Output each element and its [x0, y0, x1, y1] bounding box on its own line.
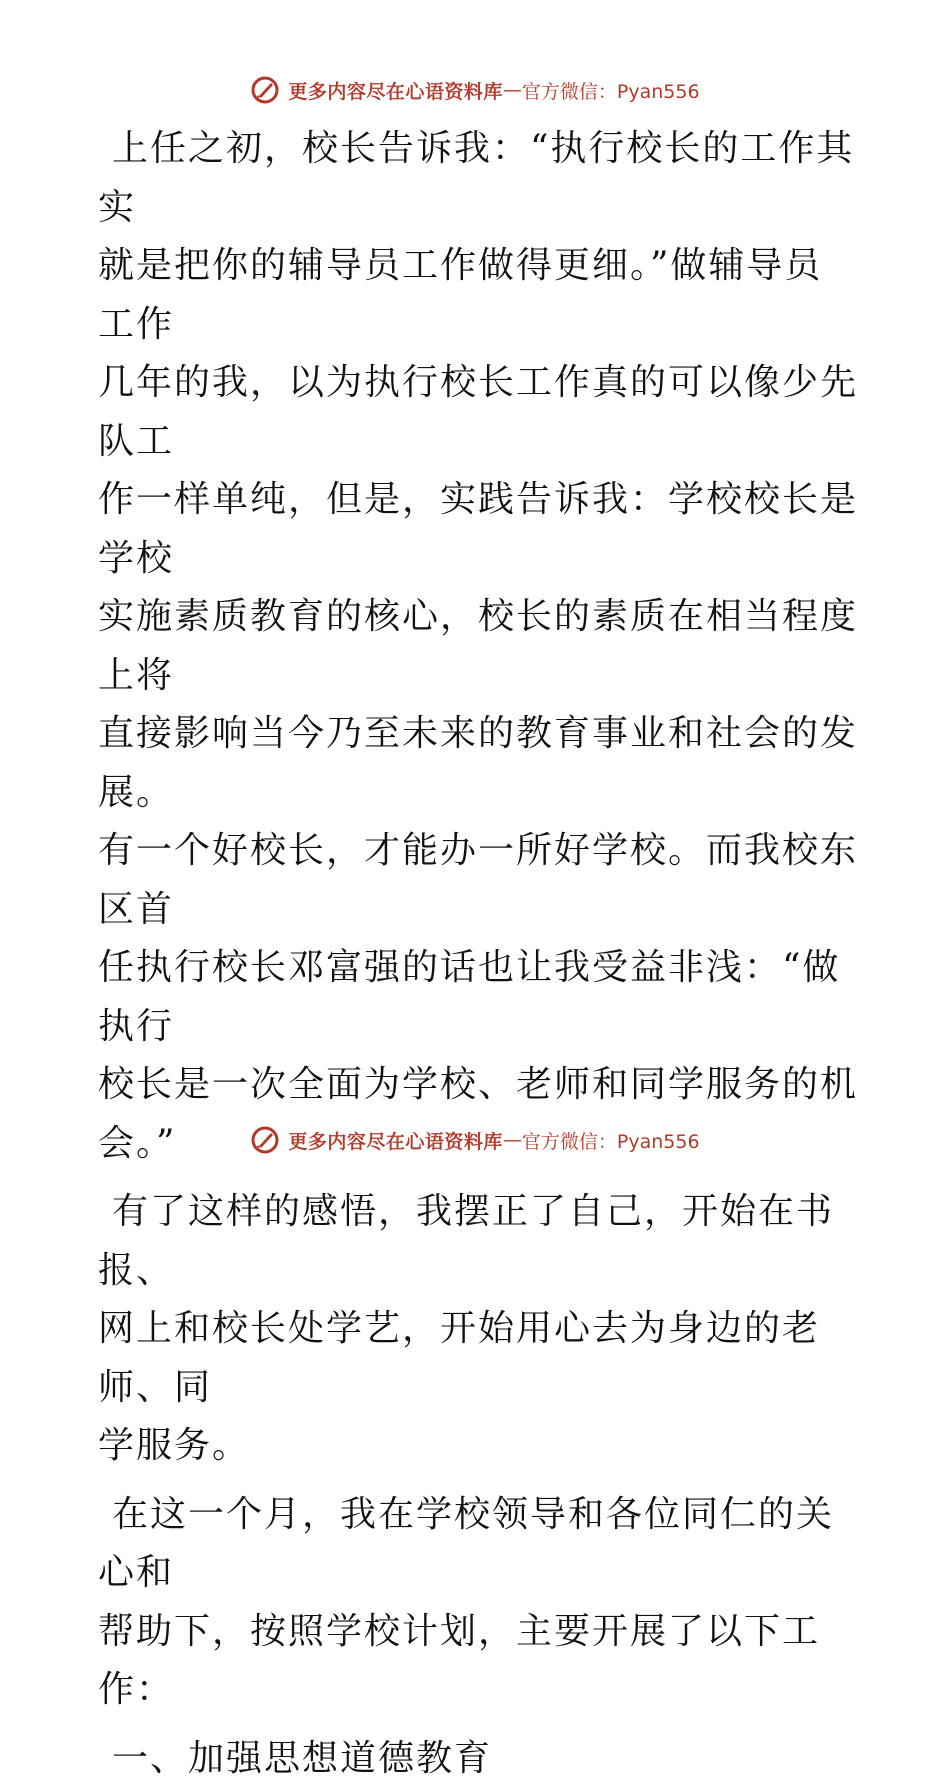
watermark-dash: — — [503, 1129, 522, 1151]
p1-line-9: 校长是一次全面为学校、老师和同学服务的机 — [98, 1064, 858, 1105]
header-watermark — [0, 70, 950, 110]
watermark-dash: — — [503, 79, 522, 101]
p1-line-4: 作一样单纯，但是，实践告诉我：学校校长是学校 — [98, 479, 858, 579]
p2-line-3: 学服务。 — [98, 1425, 250, 1466]
watermark-text: 更多内容尽在心语资料库 — [288, 77, 503, 104]
p3-line-1: 在这一个月，我在学校领导和各位同仁的关心和 — [98, 1494, 834, 1594]
footer-watermark — [0, 1120, 950, 1160]
watermark-wechat: 官方微信：Pyan556 — [522, 1127, 700, 1154]
watermark-wechat: 官方微信：Pyan556 — [522, 77, 700, 104]
quill-pen-logo-icon — [250, 1125, 280, 1155]
p1-line-5: 实施素质教育的核心，校长的素质在相当程度上将 — [98, 596, 858, 696]
section-heading: 一、加强思想道德教育 — [98, 1730, 858, 1788]
p2-line-2: 网上和校长处学艺，开始用心去为身边的老师、同 — [98, 1308, 820, 1408]
p1-line-1: 上任之初，校长告诉我：“执行校长的工作其实 — [98, 128, 854, 228]
p3-line-2: 帮助下，按照学校计划，主要开展了以下工作： — [98, 1611, 820, 1711]
p1-line-2: 就是把你的辅导员工作做得更细。”做辅导员工作 — [98, 245, 822, 345]
watermark-text: 更多内容尽在心语资料库 — [288, 1127, 503, 1154]
quill-pen-logo-icon — [250, 75, 280, 105]
p1-line-6: 直接影响当今乃至未来的教育事业和社会的发展。 — [98, 713, 858, 813]
p1-line-7: 有一个好校长，才能办一所好学校。而我校东区首 — [98, 830, 858, 930]
paragraph-3 — [98, 1486, 858, 1720]
p1-line-10: 会。” — [98, 1123, 176, 1164]
paragraph-1 — [98, 120, 858, 1173]
document-body — [98, 120, 858, 1788]
paragraph-2 — [98, 1183, 858, 1476]
p1-line-8: 任执行校长邓富强的话也让我受益非浅：“做执行 — [98, 947, 840, 1047]
p1-line-3: 几年的我，以为执行校长工作真的可以像少先队工 — [98, 362, 858, 462]
p2-line-1: 有了这样的感悟，我摆正了自己，开始在书报、 — [98, 1191, 834, 1291]
